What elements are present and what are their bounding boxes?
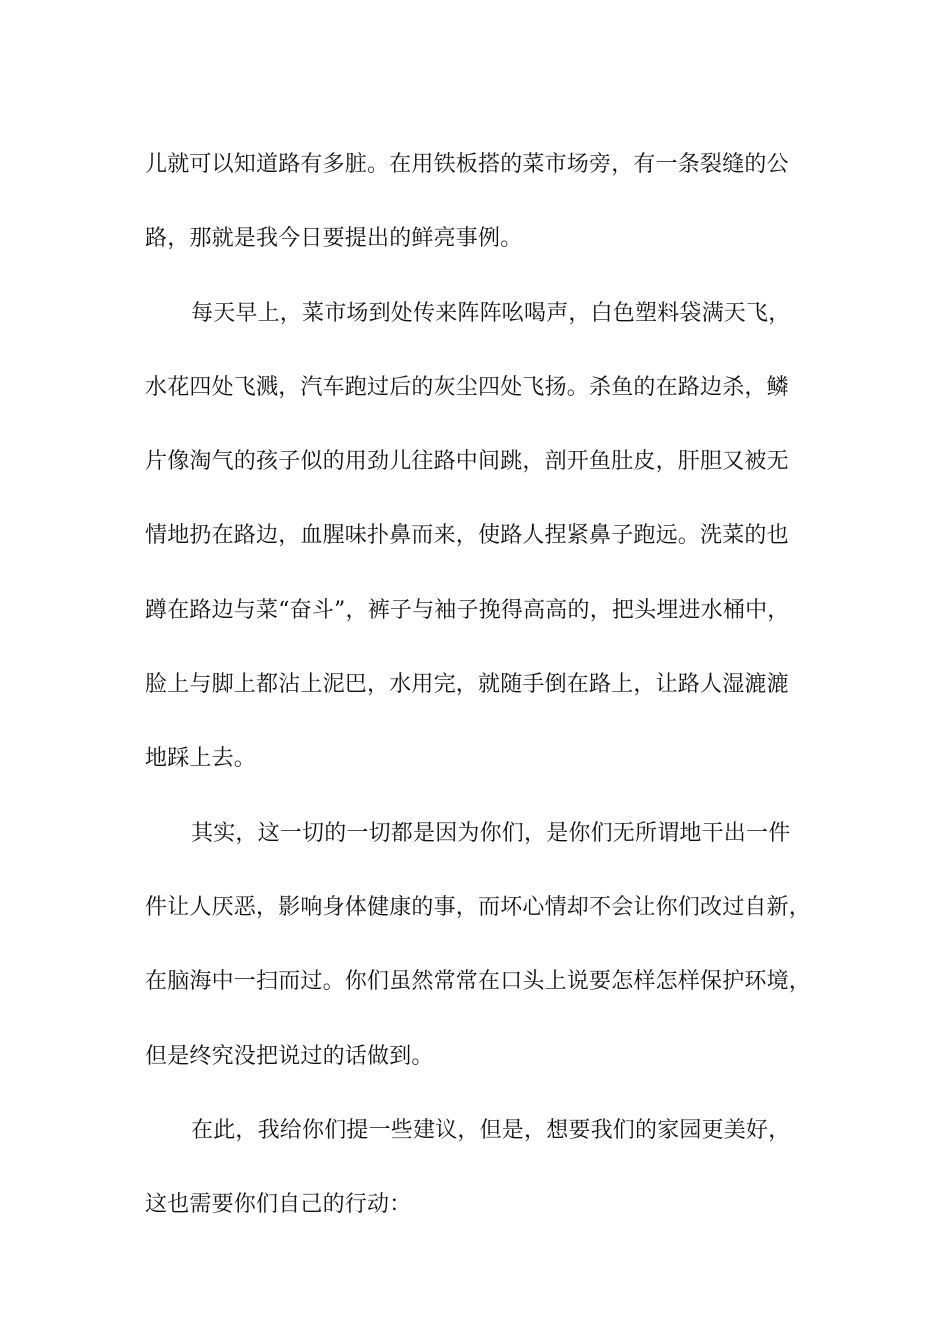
text-line: 路，那就是我今日要提出的鲜亮事例。 xyxy=(145,226,523,252)
text-line: 地踩上去。 xyxy=(145,746,257,772)
text-line: 蹲在路边与菜“奋斗”，裤子与袖子挽得高高的，把头埋进水桶中， xyxy=(145,597,790,623)
body-text xyxy=(145,128,825,1242)
paragraph-first-line: 其实，这一切的一切都是因为你们，是你们无所谓地干出一件 xyxy=(191,820,791,846)
text-line: 情地扔在路边，血腥味扑鼻而来，使路人捏紧鼻子跑远。洗菜的也 xyxy=(145,523,789,549)
text-line: 儿就可以知道路有多脏。在用铁板搭的菜市场旁，有一条裂缝的公 xyxy=(145,152,789,177)
paragraph-first-line: 每天早上，菜市场到处传来阵阵吆喝声，白色塑料袋满天飞， xyxy=(191,300,791,326)
text-line: 这也需要你们自己的行动： xyxy=(145,1192,412,1218)
text-line: 片像淘气的孩子似的用劲儿往路中间跳，剖开鱼肚皮，肝胆又被无 xyxy=(145,449,789,475)
text-line: 件让人厌恶，影响身体健康的事，而坏心情却不会让你们改过自新， xyxy=(145,894,812,920)
text-line: 但是终究没把说过的话做到。 xyxy=(145,1043,434,1069)
text-line: 水花四处飞溅，汽车跑过后的灰尘四处飞扬。杀鱼的在路边杀，鳞 xyxy=(145,374,789,400)
paragraph-first-line: 在此，我给你们提一些建议，但是，想要我们的家园更美好， xyxy=(191,1117,791,1143)
text-line: 脸上与脚上都沾上泥巴，水用完，就随手倒在路上，让路人湿漉漉 xyxy=(145,672,789,698)
text-line: 在脑海中一扫而过。你们虽然常常在口头上说要怎样怎样保护环境， xyxy=(145,969,812,995)
